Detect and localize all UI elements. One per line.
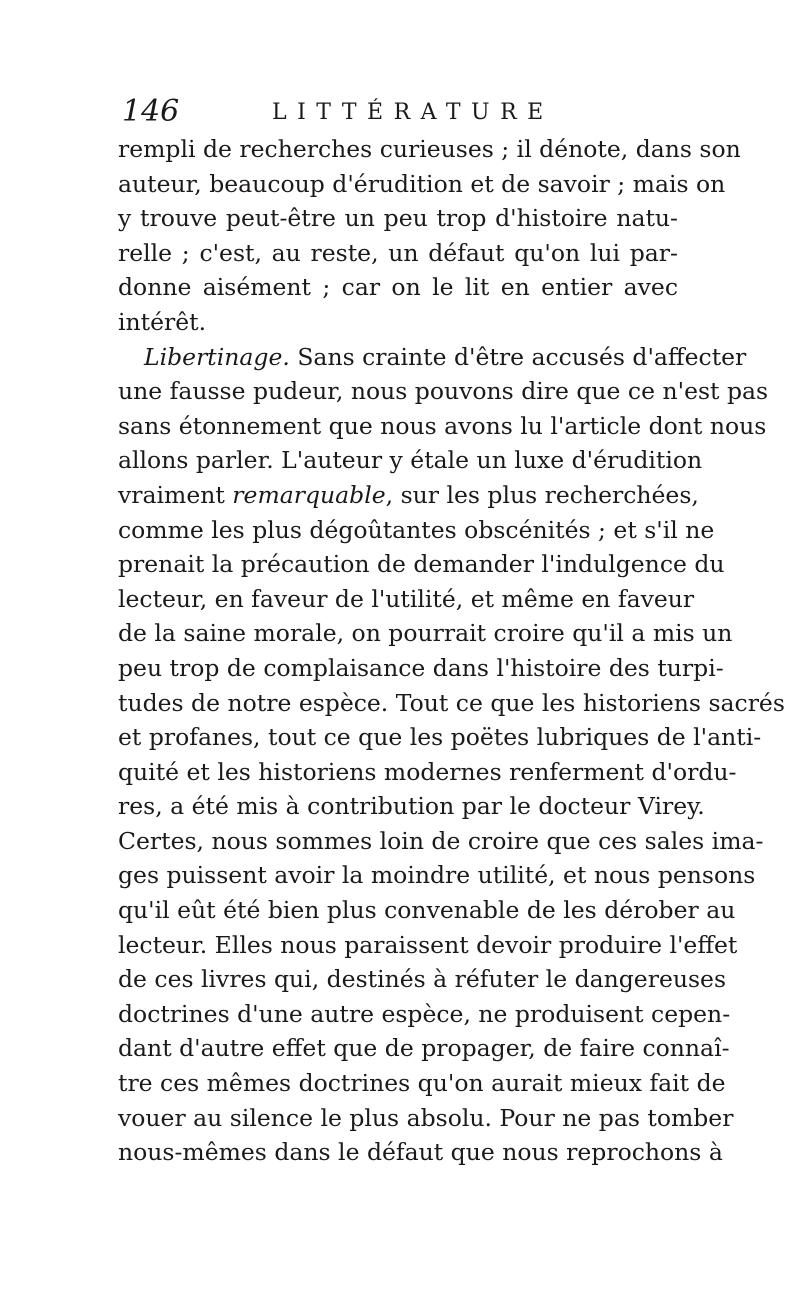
italic-term: remarquable bbox=[232, 480, 386, 509]
text-line: de ces livres qui, destinés à réfuter le dangereuses bbox=[118, 965, 727, 994]
text-line: une fausse pudeur, nous pouvons dire que ce n'est pas bbox=[118, 377, 769, 406]
section-term: Libertinage. bbox=[144, 342, 290, 371]
text-line: tre ces mêmes doctrines qu'on aurait mieux fait de bbox=[118, 1069, 726, 1098]
text-line: doctrines d'une autre espèce, ne produisent cepen- bbox=[118, 999, 731, 1028]
text-fragment: Sans crainte d'être accusés d'affecter bbox=[297, 342, 747, 371]
text-line: nous-mêmes dans le défaut que nous reprochons à bbox=[118, 1138, 723, 1167]
text-line: peu trop de complaisance dans l'histoire des turpi- bbox=[118, 653, 724, 682]
text-line: quité et les historiens modernes renferment d'ordu- bbox=[118, 757, 737, 786]
text-line: relle ; c'est, au reste, un défaut qu'on lui par- bbox=[118, 238, 678, 267]
text-line: y trouve peut-être un peu trop d'histoire natu- bbox=[118, 204, 678, 233]
text-line bbox=[118, 478, 699, 513]
text-line: ges puissent avoir la moindre utilité, et nous pensons bbox=[118, 861, 756, 890]
paragraph-start-line bbox=[118, 340, 747, 375]
text-line: tudes de notre espèce. Tout ce que les historiens sacrés bbox=[118, 688, 785, 717]
text-line: res, a été mis à contribution par le docteur Virey. bbox=[118, 792, 705, 821]
page-number: 146 bbox=[122, 94, 180, 129]
text-line: vouer au silence le plus absolu. Pour ne pas tomber bbox=[118, 1103, 734, 1132]
running-title: LITTÉRATURE bbox=[272, 100, 554, 125]
text-line: Certes, nous sommes loin de croire que ces sales ima- bbox=[118, 826, 764, 855]
text-line: et profanes, tout ce que les poëtes lubriques de l'anti- bbox=[118, 723, 762, 752]
text-line: qu'il eût été bien plus convenable de les dérober au bbox=[118, 896, 736, 925]
text-line: donne aisément ; car on le lit en entier avec bbox=[118, 273, 678, 302]
text-line: rempli de recherches curieuses ; il dénote, dans son bbox=[118, 135, 741, 163]
text-fragment: , sur les plus recherchées, bbox=[385, 480, 699, 509]
body-text bbox=[118, 132, 785, 1170]
text-line: de la saine morale, on pourrait croire qu'il a mis un bbox=[118, 619, 733, 648]
text-line: prenait la précaution de demander l'indulgence du bbox=[118, 550, 725, 579]
text-line: comme les plus dégoûtantes obscénités ; et s'il ne bbox=[118, 515, 715, 544]
running-head bbox=[122, 94, 682, 134]
text-line: auteur, beaucoup d'érudition et de savoir ; mais on bbox=[118, 169, 726, 198]
text-line: intérêt. bbox=[118, 307, 207, 336]
text-line: lecteur, en faveur de l'utilité, et même en faveur bbox=[118, 584, 695, 613]
text-line: sans étonnement que nous avons lu l'article dont nous bbox=[118, 411, 767, 440]
text-fragment: vraiment bbox=[118, 480, 225, 509]
text-line: allons parler. L'auteur y étale un luxe d'érudition bbox=[118, 446, 703, 475]
text-line: dant d'autre effet que de propager, de faire connaî- bbox=[118, 1034, 730, 1063]
text-line: lecteur. Elles nous paraissent devoir produire l'effet bbox=[118, 930, 738, 959]
